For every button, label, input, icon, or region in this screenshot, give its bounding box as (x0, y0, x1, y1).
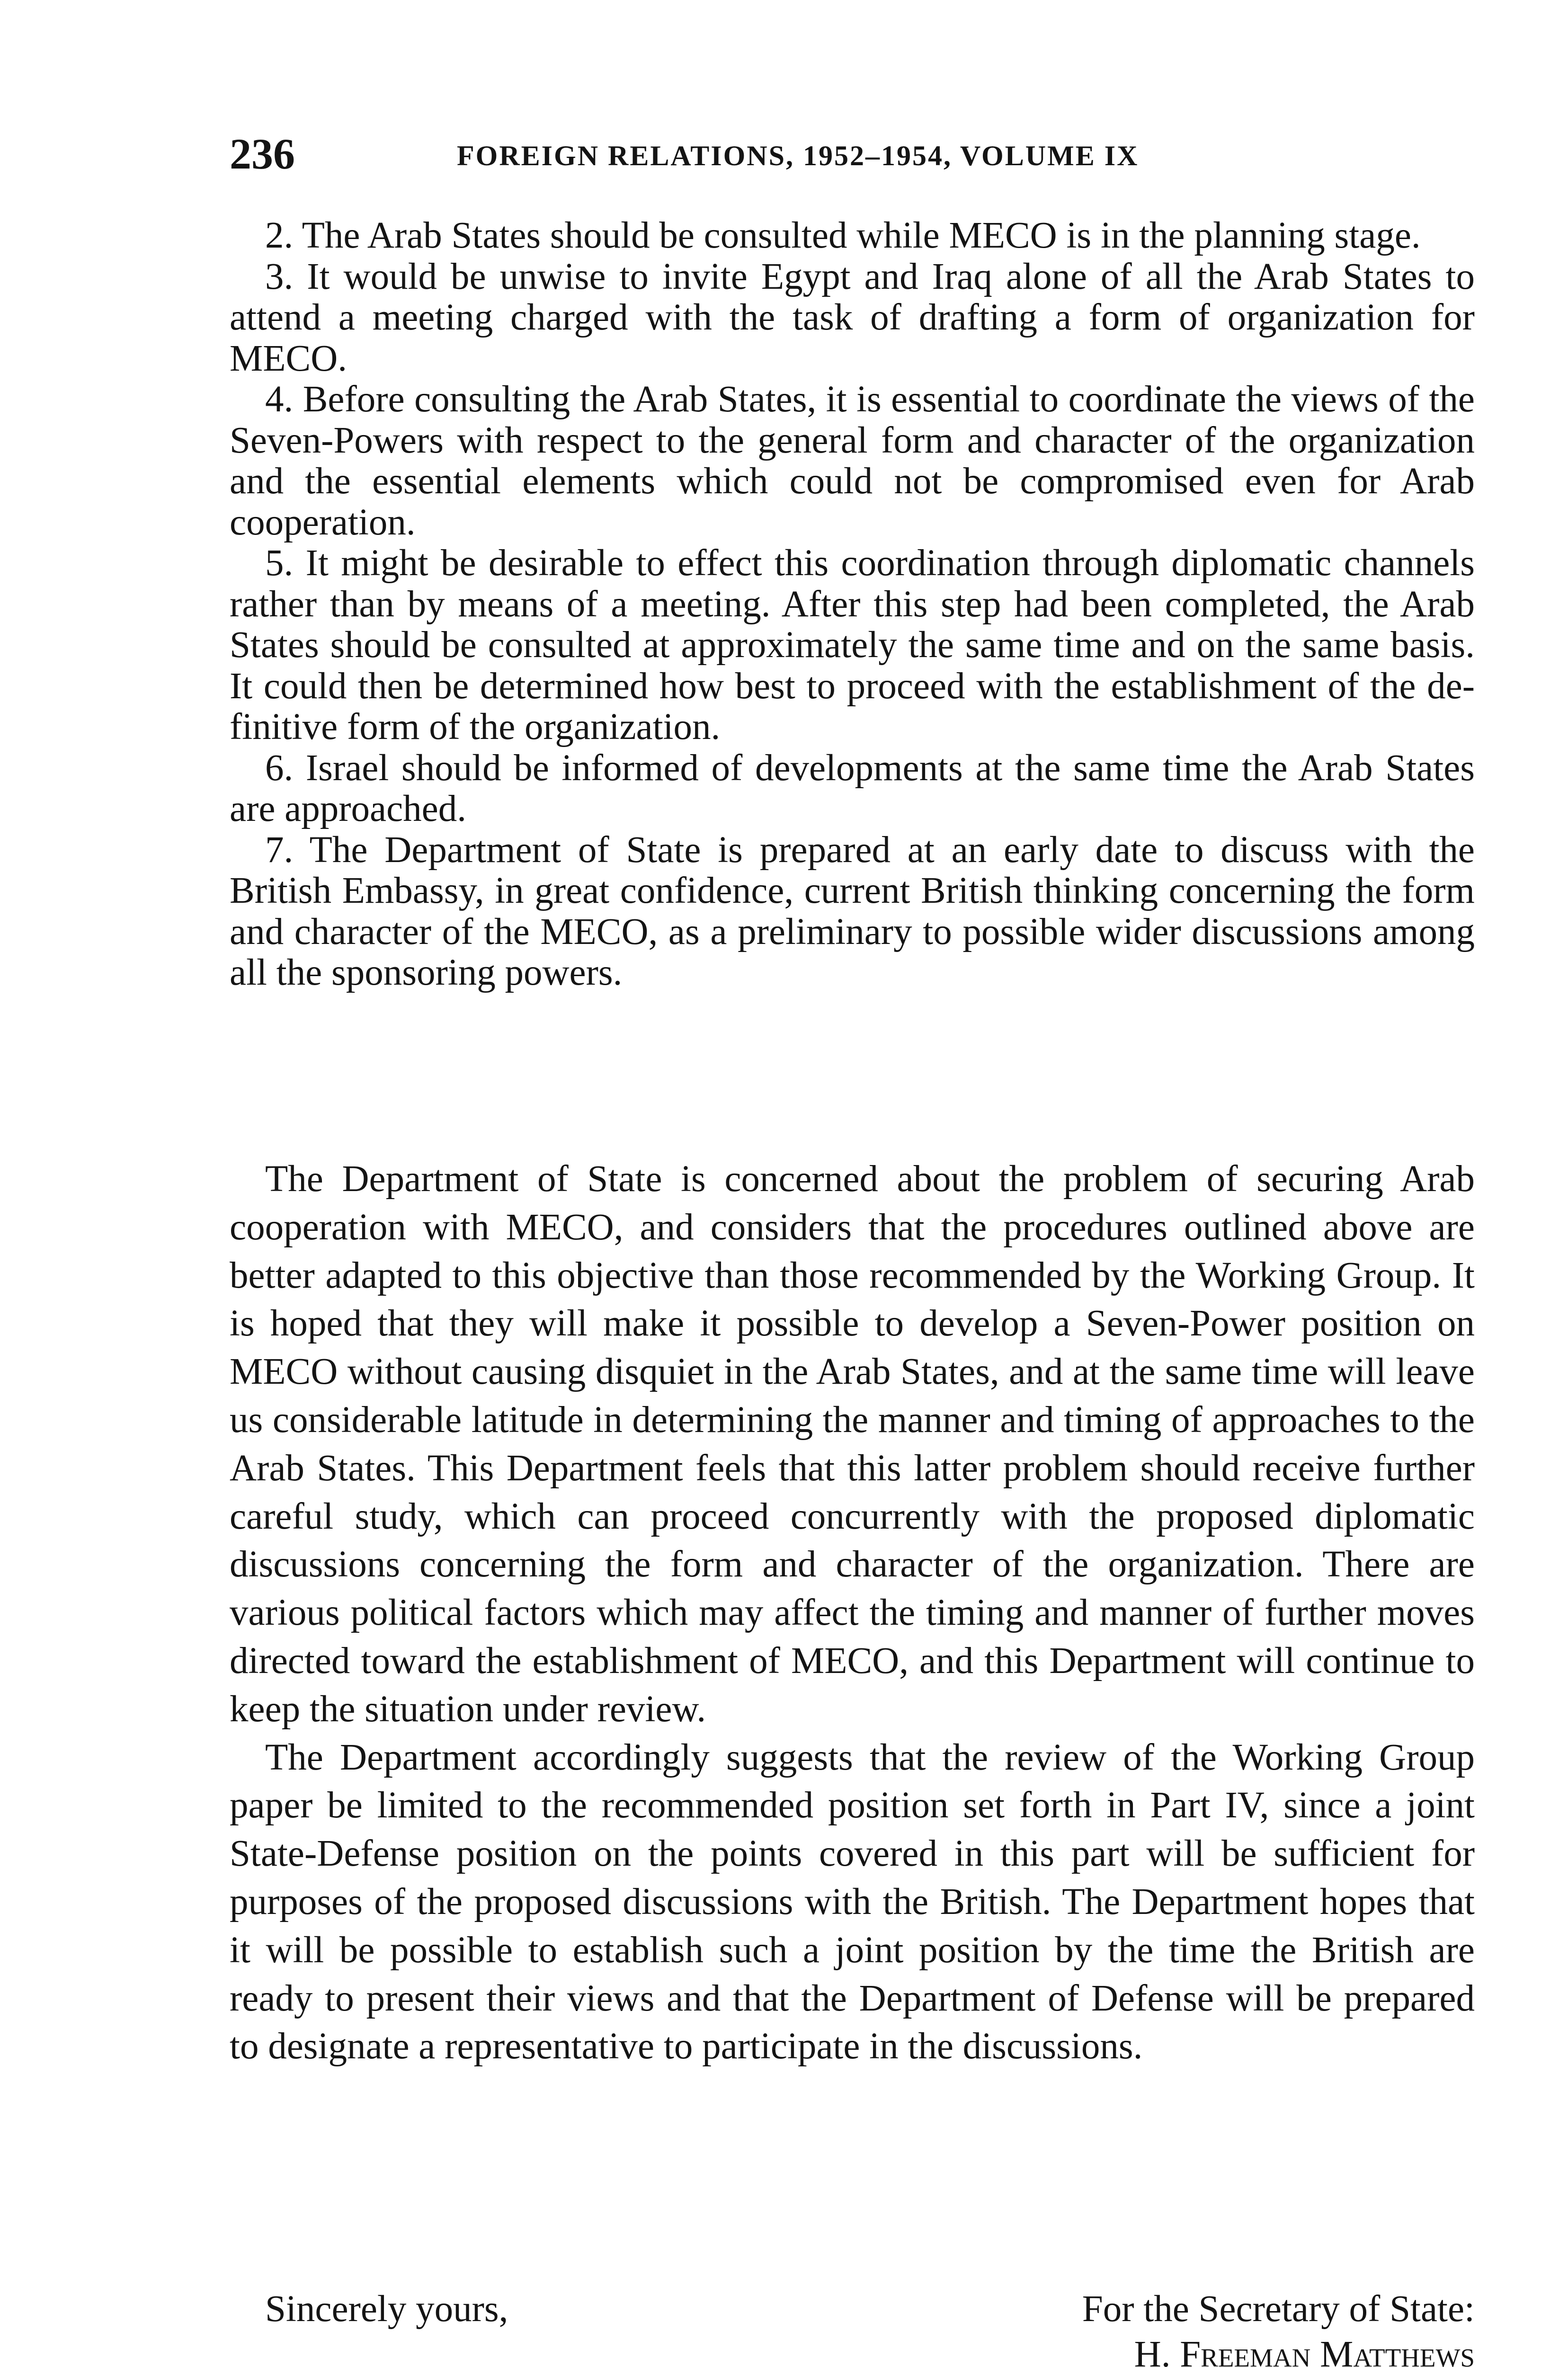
for-line: For the Secretary of State: (1082, 2288, 1475, 2330)
salutation: Sincerely yours, (265, 2288, 508, 2330)
list-item: 4. Before consulting the Arab States, it is essential to coordinate the views of the Seven-Powers with respect to the general form and character of the organization and the essential elements which could not be compromised even for Arab cooperation. (230, 379, 1475, 543)
list-item: 3. It would be unwise to invite Egypt and Iraq alone of all the Arab States to attend a meeting charged with the task of drafting a form of organization for MECO. (230, 256, 1475, 379)
page-number: 236 (230, 130, 295, 178)
signature-block (1082, 2287, 1475, 2367)
page-header (230, 128, 1475, 180)
list-item: 7. The Department of State is prepared at an early date to discuss with the British Embassy, in great confidence, current British thinking concerning the form and character of the MECO, as a preliminary to possible wider discussions among all the sponsoring powers. (230, 829, 1475, 993)
letter-closing (230, 2287, 1475, 2367)
list-item: 6. Israel should be informed of developments at the same time the Arab States are approached. (230, 747, 1475, 829)
list-item: 5. It might be desirable to effect this coordination through diplomatic channels rather than by means of a meeting. After this step had been completed, the Arab States should be consulted at approximately the same time and on the same basis. It could then be determined how best to proceed with the establishment of the definitive form of the organization. (230, 543, 1475, 747)
signer-name: H. Freeman Matthews (1134, 2334, 1475, 2367)
numbered-list (230, 215, 1475, 994)
body-text (230, 1155, 1475, 2071)
paragraph: The Department of State is concerned about the problem of securing Arab cooperation with MECO, and considers that the procedures outlined above are better adapted to this objective than those recommended by the Working Group. It is hoped that they will make it possible to develop a Seven-Power position on MECO without causing disquiet in the Arab States, and at the same time will leave us considerable latitude in determining the manner and timing of approaches to the Arab States. This Department feels that this latter problem should receive further careful study, which can proceed concurrently with the proposed diplomatic discussions concerning the form and character of the organization. There are various political factors which may affect the timing and manner of further moves directed toward the establishment of MECO, and this Department will continue to keep the situation under review. (230, 1158, 1475, 1730)
paragraph: The Department accordingly suggests that the review of the Working Group paper be limited to the recommended position set forth in Part IV, since a joint State-Defense position on the points covered in this part will be sufficient for purposes of the proposed discussions with the British. The Department hopes that it will be possible to establish such a joint position by the time the British are ready to present their views and that the Department of Defense will be prepared to designate a representative to participate in the discussions. (230, 1736, 1475, 2067)
running-head: FOREIGN RELATIONS, 1952–1954, VOLUME IX (457, 140, 1139, 171)
list-item: 2. The Arab States should be consulted while MECO is in the planning stage. (265, 215, 1421, 256)
